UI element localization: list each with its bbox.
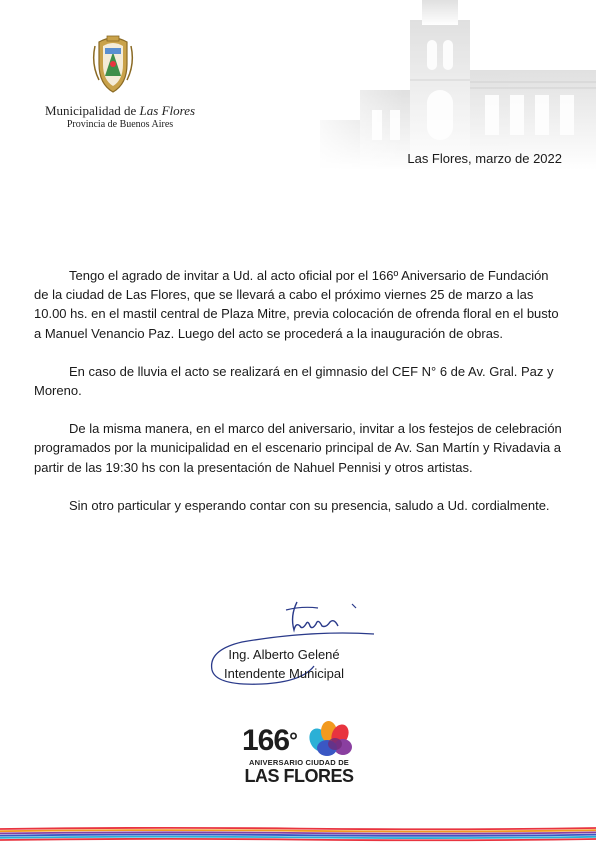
paragraph-rain: En caso de lluvia el acto se realizará en el gimnasio del CEF N° 6 de Av. Gral. Paz y Moreno. <box>34 363 554 399</box>
municipality-name <box>30 104 210 118</box>
footer-stripe <box>0 837 596 838</box>
coat-of-arms-icon <box>91 34 135 94</box>
building-background-image <box>300 0 596 175</box>
paragraph-closing: Sin otro particular y esperando contar con su presencia, saludo a Ud. cordialmente. <box>69 497 550 513</box>
letter-date: Las Flores, marzo de 2022 <box>407 151 562 166</box>
province-name: Provincia de Buenos Aires <box>66 119 174 130</box>
footer-stripe <box>0 832 596 833</box>
municipality-prefix: Municipalidad de <box>44 103 137 118</box>
paragraph-invitation: Tengo el agrado de invitar a Ud. al acto oficial por el 166º Aniversario de Fundación de la ciudad de Las Flores, que se llevará a cabo el próximo viernes 25 de marzo a las 10.00 hs. en el mastil central de Plaza Mitre, previa colocación de ofrenda floral en el busto a Manuel Venancio Paz. Luego del acto se procederá a la inauguración de obras. <box>34 268 559 341</box>
signer-title: Intendente Municipal <box>224 666 344 681</box>
anniversary-logo-city: LAS FLORES <box>244 766 354 786</box>
footer-stripe <box>0 828 596 829</box>
logo-number: 166 <box>242 724 290 757</box>
footer-stripe <box>0 839 596 840</box>
letter-body <box>34 266 566 534</box>
anniversary-logo-subtitle: ANIVERSARIO CIUDAD DE <box>248 758 350 767</box>
footer-stripe <box>0 834 596 835</box>
anniversary-logo-number <box>242 726 297 756</box>
flower-logo-icon <box>305 720 355 758</box>
color-stripes-footer <box>0 826 596 842</box>
paragraph-festivities: De la misma manera, en el marco del aniversario, invitar a los festejos de celebración programados por la municipalidad en el escenario principal de Av. San Martín y Rivadavia a partir de las 19:30 hs con la presentación de Nahuel Pennisi y otros artistas. <box>34 421 562 475</box>
signer-name: Ing. Alberto Gelené <box>228 647 340 662</box>
municipality-city: Las Flores <box>139 103 196 118</box>
logo-degree: ° <box>289 728 297 753</box>
footer-stripe <box>0 830 596 831</box>
